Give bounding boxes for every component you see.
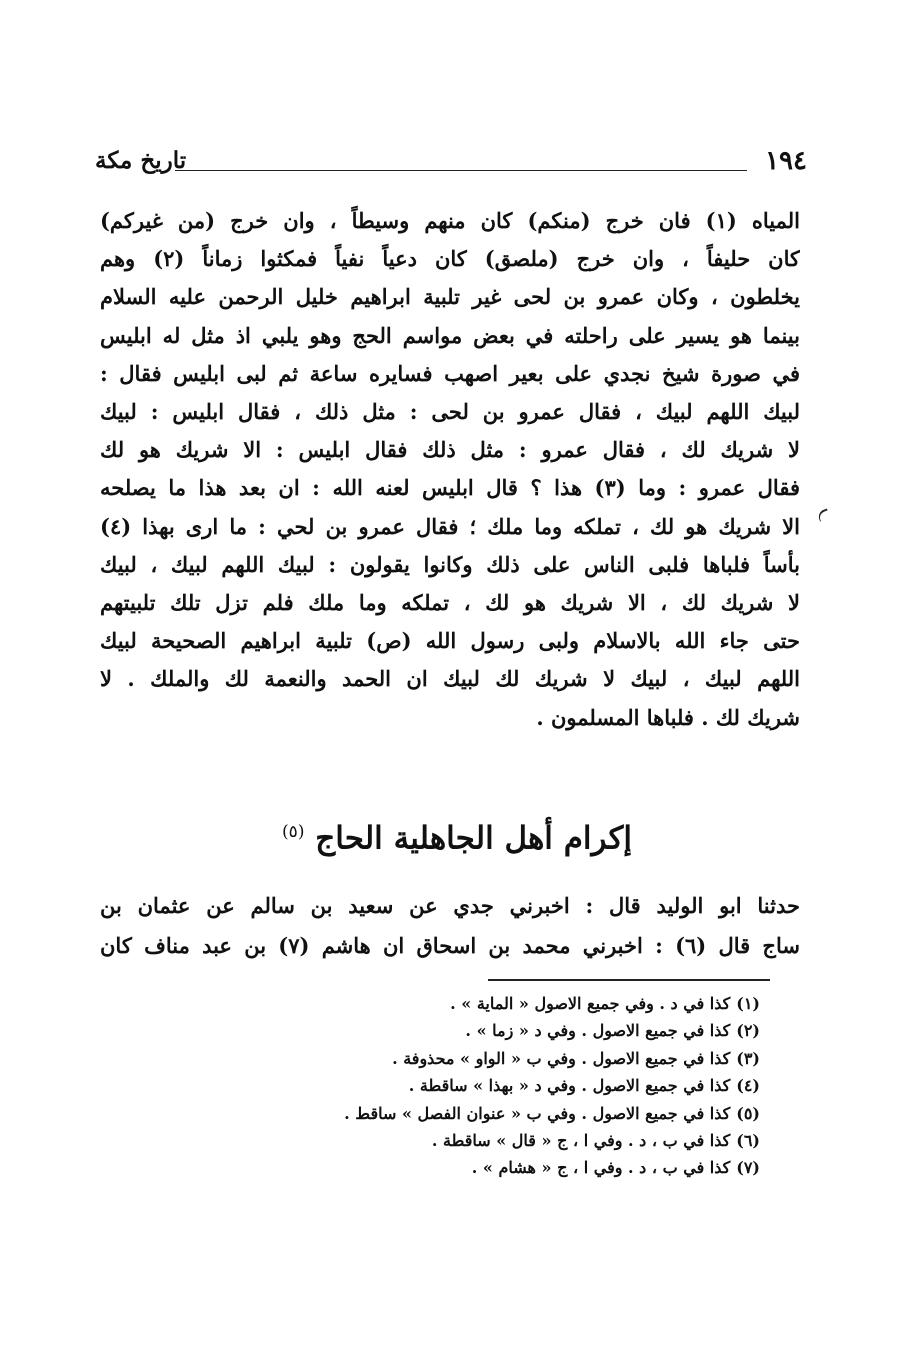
text-line: لا شريك لك ، الا شريك هو لك ، تملكه وما ملك فلم تزل تلك تلبيتهم: [100, 590, 800, 616]
header-rule: [175, 170, 747, 171]
text-line: [100, 886, 800, 926]
page-number: ١٩٤: [765, 146, 807, 176]
text-line: حتى جاء الله بالاسلام ولبى رسول الله (ص) تلبية ابراهيم الصحيحة لبيك: [100, 628, 800, 654]
second-paragraph: [100, 886, 800, 966]
page-header: [95, 146, 807, 182]
footnote-number: (٦): [736, 1131, 760, 1151]
text-line: شريك لك . فلباها المسلمون .: [536, 704, 800, 730]
footnote: [300, 1045, 760, 1072]
text-line: يخلطون ، وكان عمرو بن لحى غير تلبية ابراهيم خليل الرحمن عليه السلام: [100, 284, 800, 310]
section-title-text: إكرام أهل الجاهلية الحاج: [315, 820, 632, 857]
text-line: لبيك اللهم لبيك ، فقال عمرو بن لحى : مثل ذلك ، فقال ابليس : لبيك: [100, 399, 800, 425]
footnote-text: كذا في جميع الاصول . وفي د « زما » .: [465, 1021, 731, 1041]
footnote-number: (٥): [736, 1103, 760, 1123]
running-title: تاريخ مكة: [95, 147, 187, 174]
footnote: [300, 1100, 760, 1127]
text-line: في صورة شيخ نجدي على بعير اصهب فسايره ساعة ثم لبى ابليس فقال :: [100, 360, 800, 386]
footnote: [300, 1127, 760, 1154]
footnote-number: (٤): [736, 1076, 760, 1096]
text-line: ساج قال (٦) : اخبرني محمد بن اسحاق ان هاشم (٧) بن عبد مناف كان: [100, 933, 800, 958]
footnote-text: كذا في ب ، د . وفي ا ، ج « هشام » .: [471, 1158, 731, 1178]
footnote-number: (١): [736, 994, 760, 1013]
section-heading: [0, 808, 914, 862]
footnotes: [300, 990, 760, 1182]
scan-artifact-mark: [817, 508, 831, 521]
text-line: بأساً فلباها فلبى الناس على ذلك وكانوا يقولون : لبيك اللهم لبيك ، لبيك: [100, 551, 800, 577]
section-footnote-ref: (٥): [282, 822, 305, 842]
text-line: كان حليفاً ، وان خرج (ملصق) كان دعياً نفياً فمكثوا زماناً (٢) وهم: [100, 246, 800, 272]
footnote-text: كذا في د . وفي جميع الاصول « الماية » .: [450, 994, 731, 1013]
footnote: [300, 1154, 760, 1181]
text-line: اللهم لبيك ، لبيك لا شريك لك لبيك ان الحمد والنعمة لك والملك . لا: [100, 666, 800, 692]
line-text: ابو الوليد قال : اخبرني جدي عن سعيد بن سالم عن عثمان بن: [100, 893, 742, 918]
main-paragraph: [100, 202, 800, 737]
footnote: [300, 990, 760, 1017]
lead-word: حدثنا: [757, 893, 800, 918]
footnote-text: كذا في جميع الاصول . وفي ب « عنوان الفصل » ساقط .: [344, 1103, 731, 1123]
text-line: الا شريك هو لك ، تملكه وما ملك ؛ فقال عمرو بن لحي : ما ارى بهذا (٤): [100, 513, 800, 539]
footnote-text: كذا في جميع الاصول . وفي د « بهذا » ساقطة .: [408, 1076, 731, 1096]
text-line: فقال عمرو : وما (٣) هذا ؟ قال ابليس لعنه الله : ان بعد هذا ما يصلحه: [100, 475, 800, 501]
text-line: المياه (١) فان خرج (منكم) كان منهم وسيطاً ، وان خرج (من غيركم): [100, 208, 800, 233]
text-line: بينما هو يسير على راحلته في بعض مواسم الحج وهو يلبي اذ مثل له ابليس: [100, 322, 800, 348]
footnote-text: كذا في ب ، د . وفي ا ، ج « قال » ساقطة .: [431, 1131, 731, 1151]
footnote-number: (٢): [736, 1021, 760, 1041]
footnote-separator: [488, 979, 770, 981]
footnote: [300, 1072, 760, 1099]
footnote-number: (٣): [736, 1048, 760, 1068]
footnote-number: (٧): [736, 1158, 760, 1178]
footnote: [300, 1017, 760, 1044]
footnote-text: كذا في جميع الاصول . وفي ب « الواو » محذوفة .: [392, 1048, 731, 1068]
text-line: لا شريك لك ، فقال عمرو : مثل ذلك فقال ابليس : الا شريك هو لك: [100, 437, 800, 463]
